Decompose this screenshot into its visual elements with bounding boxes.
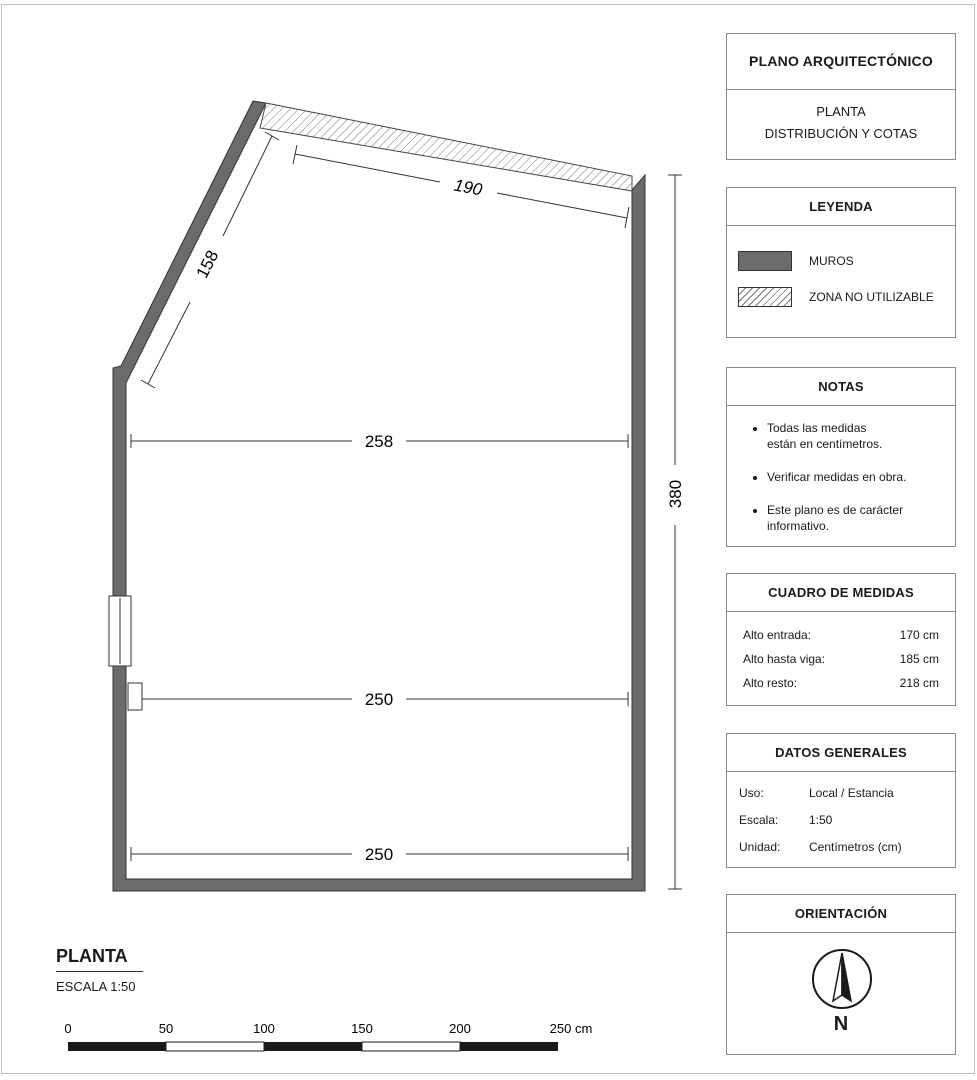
note-item [767,502,941,534]
dim-label-diagonal-wall: 158 [192,247,223,282]
title-block-heading: PLANO ARQUITECTÓNICO [727,34,955,90]
measure-label: Alto resto: [743,676,798,690]
scale-tick-100: 100 [253,1021,275,1036]
hatch-swatch-icon [738,287,792,307]
unusable-zone [260,103,632,191]
title-block-subtitle-1: PLANTA [816,104,866,119]
note-line: Este plano es de carácter [767,503,904,517]
legend-label-unusable: ZONA NO UTILIZABLE [809,290,934,304]
dim-label-middle-width: 250 [364,690,394,709]
plan-title-underline [56,971,143,972]
measure-value: 185 cm [899,652,939,666]
note-line: están en centímetros. [767,437,883,451]
note-item [767,420,941,452]
measure-row [727,670,955,694]
legend-label-walls: MUROS [809,254,854,268]
scale-tick-50: 50 [158,1021,174,1036]
legend-panel [726,187,956,338]
general-data-panel [726,733,956,868]
measure-value: 170 cm [899,628,939,642]
measure-label: Alto hasta viga: [743,652,826,666]
title-block [726,33,956,160]
orientation-heading: ORIENTACIÓN [727,895,955,933]
measure-label: Alto entrada: [743,628,812,642]
plan-scale-label: ESCALA 1:50 [56,979,136,994]
scale-tick-200: 200 [449,1021,471,1036]
scale-tick-150: 150 [351,1021,373,1036]
general-row [727,805,955,832]
general-value: Centímetros (cm) [809,840,902,854]
scale-tick-250: 250 cm [549,1021,593,1036]
measures-panel [726,573,956,706]
dim-label-bottom-width: 250 [364,845,394,864]
orientation-panel [726,894,956,1055]
title-block-subtitle-2: DISTRIBUCIÓN Y COTAS [764,126,918,141]
notes-heading: NOTAS [727,368,955,406]
notes-panel [726,367,956,547]
dim-label-right-height: 380 [666,479,685,509]
measures-heading: CUADRO DE MEDIDAS [727,574,955,612]
legend-item-walls [727,243,955,279]
scale-bar [68,1042,558,1051]
general-row [727,832,955,859]
plan-title: PLANTA [56,946,128,966]
wall-swatch-icon [738,251,792,271]
dim-label-top-wall: 190 [452,175,484,200]
note-line: Todas las medidas [767,421,867,435]
measure-row [727,646,955,670]
measure-value: 218 cm [899,676,939,690]
general-data-heading: DATOS GENERALES [727,734,955,772]
wall-outline [113,101,645,891]
measure-row [727,622,955,646]
north-label: N [833,1013,849,1035]
general-value: 1:50 [809,813,833,827]
legend-heading: LEYENDA [727,188,955,226]
dim-right-height [668,175,682,889]
legend-item-unusable [727,279,955,315]
general-value: Local / Estancia [809,786,894,800]
note-line: informativo. [767,519,830,533]
scale-tick-0: 0 [64,1021,72,1036]
general-label: Escala: [739,813,779,827]
general-label: Uso: [739,786,764,800]
note-item [767,469,941,485]
dim-label-upper-width: 258 [364,432,394,451]
general-row [727,778,955,805]
general-label: Unidad: [739,840,781,854]
switch-box [128,683,142,710]
note-line: Verificar medidas en obra. [767,470,907,484]
